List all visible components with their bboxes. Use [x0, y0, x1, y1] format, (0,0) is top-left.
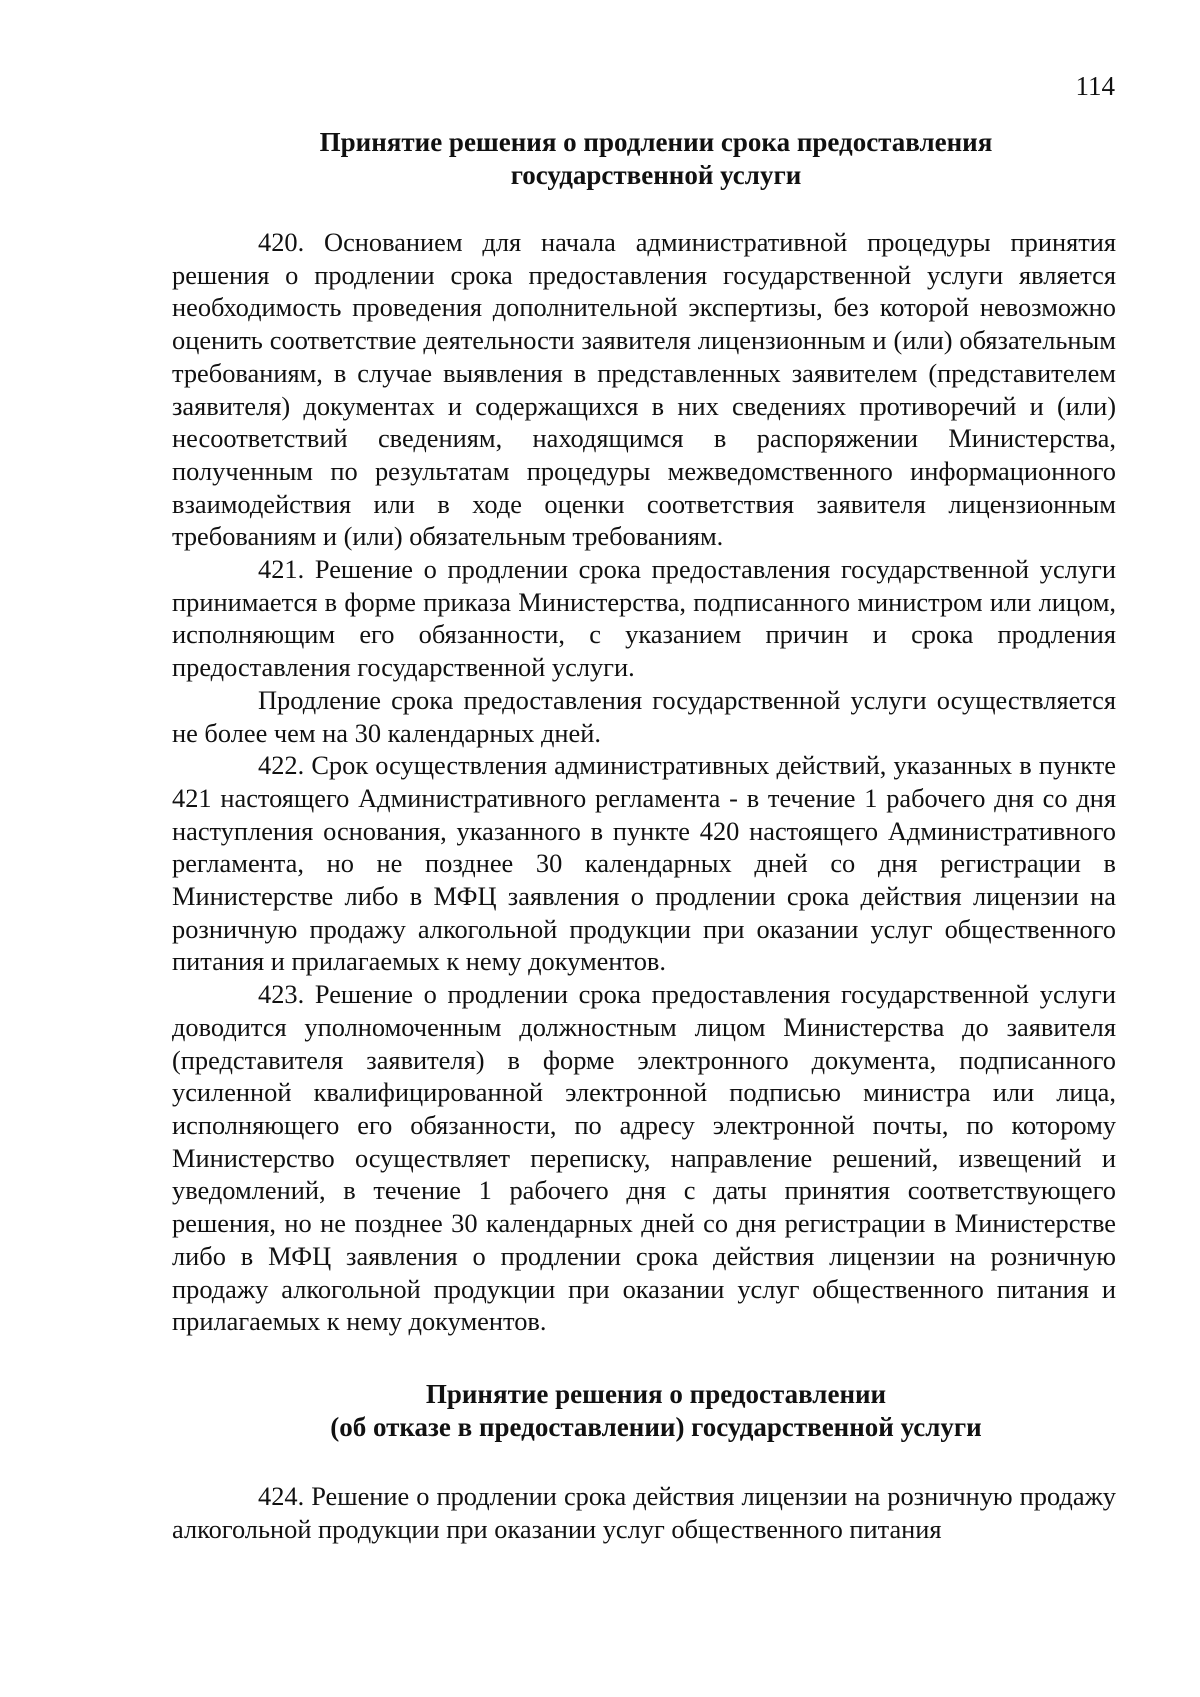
section-heading-extension-decision — [172, 126, 1116, 192]
document-body — [172, 126, 1116, 1545]
heading-line: (об отказе в предоставлении) государственной услуги — [330, 1411, 982, 1442]
paragraph-extension-term: Продление срока предоставления государственной услуги осуществляется не более чем на 30 календарных дней. — [172, 684, 1116, 748]
paragraph-421: 421. Решение о продлении срока предоставления государственной услуги принимается в форме приказа Министерства, подписанного министром или лицом, исполняющим его обязанности, с указанием причин и срока продления предоставления государственной услуги. — [172, 554, 1116, 683]
paragraph-424: 424. Решение о продлении срока действия лицензии на розничную продажу алкогольной продукции при оказании услуг общественного питания — [172, 1480, 1116, 1544]
heading-line: государственной услуги — [510, 160, 802, 190]
paragraph-420: 420. Основанием для начала административной процедуры принятия решения о продлении срока предоставления государственной услуги является необходимость проведения дополнительной экспертизы, без которой невозможно оценить соответствие деятельности заявителя лицензионным и (или) обязательным требованиям, в случае выявления в представленных заявителем (представителем заявителя) документах и содержащихся в них сведениях противоречий и (или) несоответствий сведениям, находящимся в распоряжении Министерства, полученным по результатам процедуры межведомственного информационного взаимодействия или в ходе оценки соответствия заявителя лицензионным требованиям и (или) обязательным требованиям. — [172, 227, 1116, 552]
section-heading-grant-decision — [172, 1378, 1116, 1444]
page-number: 114 — [1075, 71, 1115, 101]
paragraph-423: 423. Решение о продлении срока предоставления государственной услуги доводится уполномоченным должностным лицом Министерства до заявителя (представителя заявителя) в форме электронного документа, подписанного усиленной квалифицированной электронной подписью министра или лица, исполняющего его обязанности, по адресу электронной почты, по которому Министерство осуществляет переписку, направление решений, извещений и уведомлений, в течение 1 рабочего дня с даты принятия соответствующего решения, но не позднее 30 календарных дней со дня регистрации в Министерстве либо в МФЦ заявления о продлении срока действия лицензии на розничную продажу алкогольной продукции при оказании услуг общественного питания и прилагаемых к нему документов. — [172, 979, 1116, 1337]
paragraph-422: 422. Срок осуществления административных действий, указанных в пункте 421 настоящего Административного регламента - в течение 1 рабочего дня со дня наступления основания, указанного в пункте 420 настоящего Административного регламента, но не позднее 30 календарных дней со дня регистрации в Министерстве либо в МФЦ заявления о продлении срока действия лицензии на розничную продажу алкогольной продукции при оказании услуг общественного питания и прилагаемых к нему документов. — [172, 750, 1116, 977]
heading-line: Принятие решения о предоставлении — [425, 1378, 887, 1409]
heading-line: Принятие решения о продлении срока предоставления — [319, 127, 993, 157]
